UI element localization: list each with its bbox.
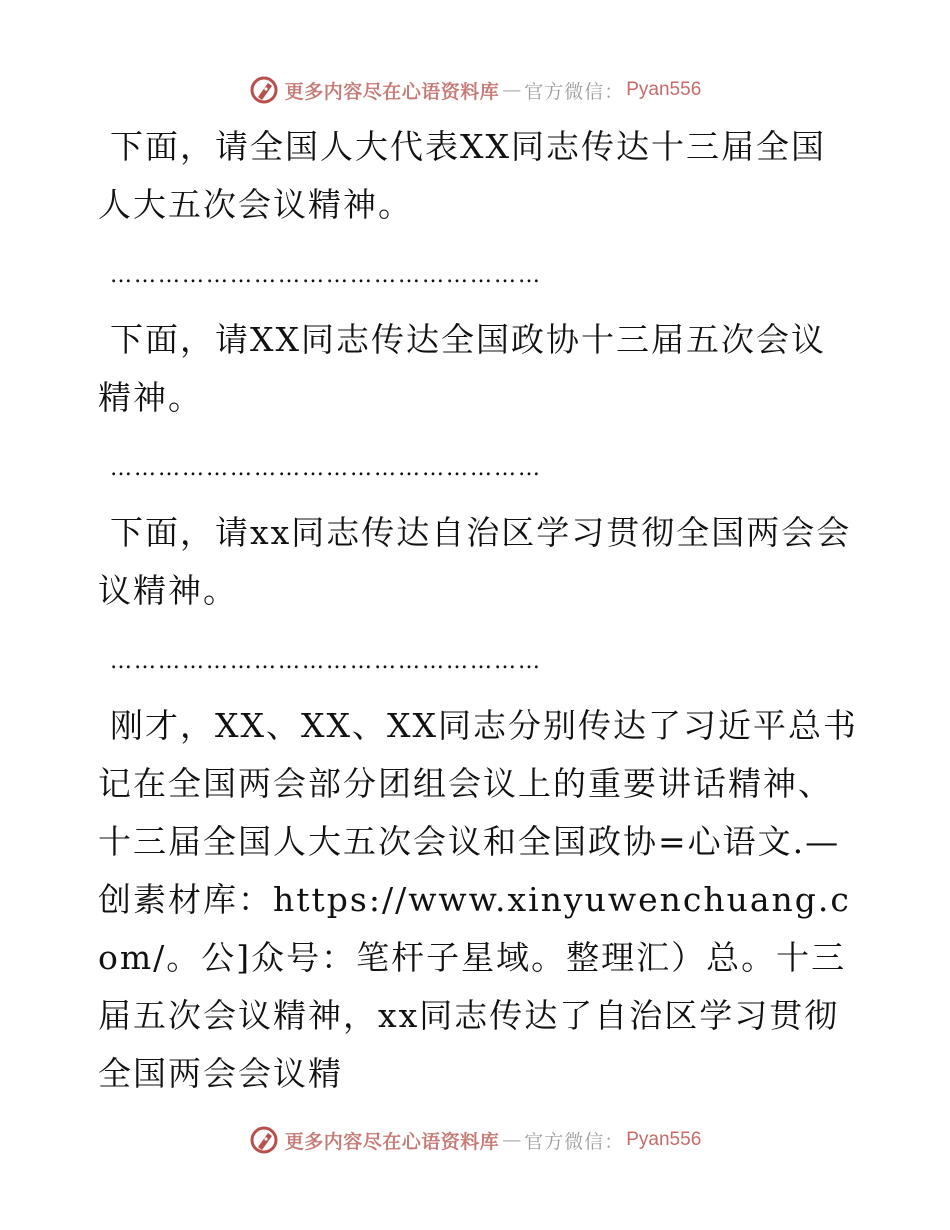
wechat-id: Pyan556 bbox=[626, 1129, 702, 1150]
banner-separator: — bbox=[502, 79, 522, 101]
paragraph-3: 下面，请xx同志传达自治区学习贯彻全国两会会议精神。 bbox=[98, 513, 852, 610]
ellipsis-separator-2: ……………………………………………… bbox=[110, 456, 542, 481]
banner-separator: — bbox=[502, 1129, 522, 1151]
document-body bbox=[98, 118, 858, 1103]
footer-watermark-banner bbox=[0, 1120, 950, 1160]
pen-nib-icon bbox=[249, 1125, 279, 1155]
paragraph-2: 下面，请XX同志传达全国政协十三届五次会议精神。 bbox=[98, 320, 826, 417]
paragraph-1: 下面，请全国人大代表XX同志传达十三届全国人大五次会议精神。 bbox=[98, 127, 826, 224]
wechat-label: 官方微信： bbox=[524, 1130, 625, 1153]
banner-text: 更多内容尽在心语资料库 bbox=[284, 80, 500, 103]
wechat-id: Pyan556 bbox=[626, 79, 702, 100]
wechat-label: 官方微信： bbox=[524, 80, 625, 103]
paragraph-4: 刚才，XX、XX、XX同志分别传达了习近平总书记在全国两会部分团组会议上的重要讲话精神、十三届全国人大五次会议和全国政协=心语文.—创素材库：https://www.xinyuwenchuang.com/。公]众号：笔杆子星域。整理汇）总。十三届五次会议精神，xx同志传达了自治区学习贯彻全国两会会议精 bbox=[98, 706, 858, 1093]
banner-text: 更多内容尽在心语资料库 bbox=[284, 1130, 500, 1153]
ellipsis-separator-3: ……………………………………………… bbox=[110, 649, 542, 674]
header-watermark-banner bbox=[0, 70, 950, 110]
pen-nib-icon bbox=[249, 75, 279, 105]
ellipsis-separator-1: ……………………………………………… bbox=[110, 263, 542, 288]
